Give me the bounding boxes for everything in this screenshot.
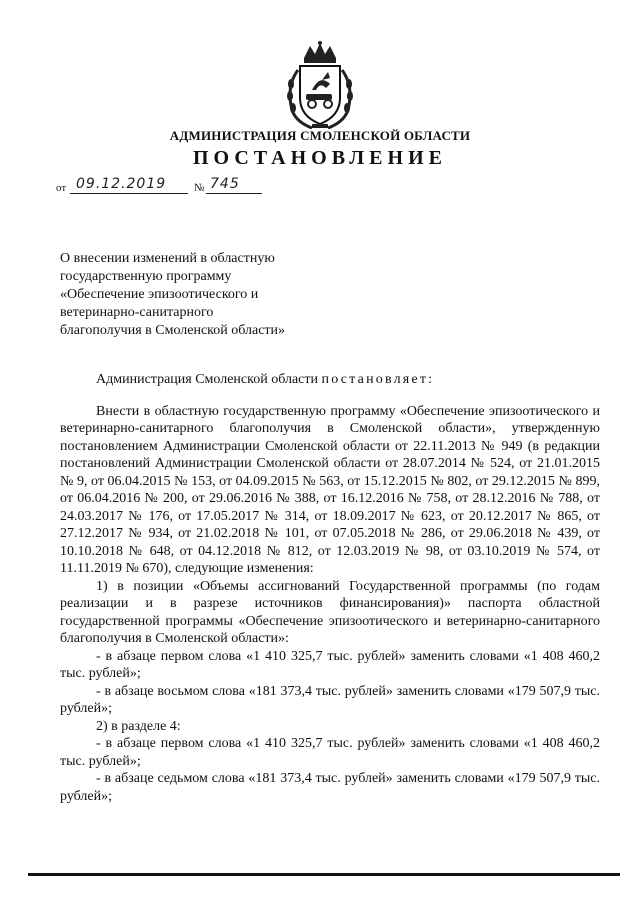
item-2-a: - в абзаце первом слова «1 410 325,7 тыс. рублей» заменить словами «1 408 460,2 тыс. рублей»; bbox=[60, 736, 600, 769]
date-underline bbox=[70, 193, 188, 194]
number-value: 745 bbox=[210, 176, 240, 192]
coat-of-arms-icon bbox=[282, 40, 358, 130]
document-type-title: ПОСТАНОВЛЕНИЕ bbox=[193, 147, 447, 169]
main-paragraph: Внести в областную государственную программу «Обеспечение эпизоотического и ветеринарно-санитарного благополучия в Смоленской области», утвержденную постановлением Администрации Смоленской области от 22.11.2013 № 949 (в редакции постановлений Администрации Смоленской области от 28.07.2014 № 524, от 21.01.2015 № 9, от 06.04.2015 № 153, от 04.09.2015 № 563, от 15.12.2015 № 802, от 29.12.2015 № 899, от 06.04.2016 № 200, от 29.06.2016 № 388, от 16.12.2016 № 758, от 28.12.2016 № 788, от 24.03.2017 № 176, от 17.05.2017 № 314, от 18.09.2017 № 623, от 20.12.2017 № 865, от 27.12.2017 № 934, от 21.02.2018 № 101, от 07.05.2018 № 286, от 29.06.2018 № 439, от 10.10.2018 № 648, от 04.12.2018 № 812, от 12.03.2019 № 98, от 03.10.2019 № 574, от 11.11.2019 № 670), следующие изменения: bbox=[60, 403, 600, 576]
subject-line: благополучия в Смоленской области» bbox=[60, 323, 286, 338]
intro-text: Администрация Смоленской области bbox=[96, 372, 322, 387]
bottom-divider bbox=[28, 873, 620, 876]
item-2: 2) в разделе 4: bbox=[96, 718, 181, 734]
subject-line: государственную программу bbox=[60, 269, 232, 284]
date-number-line bbox=[56, 176, 296, 198]
document-body bbox=[60, 371, 600, 805]
document-subject bbox=[60, 250, 360, 340]
subject-line: О внесении изменений в областную bbox=[60, 251, 275, 266]
organization-title: АДМИНИСТРАЦИЯ СМОЛЕНСКОЙ ОБЛАСТИ bbox=[169, 128, 471, 143]
resolution-intro bbox=[60, 371, 600, 389]
number-underline bbox=[206, 193, 262, 194]
subject-line: «Обеспечение эпизоотического и bbox=[60, 287, 259, 302]
item-2-b: - в абзаце седьмом слова «181 373,4 тыс. рублей» заменить словами «179 507,9 тыс. рублей»; bbox=[60, 771, 600, 804]
item-1-a: - в абзаце первом слова «1 410 325,7 тыс. рублей» заменить словами «1 408 460,2 тыс. рублей»; bbox=[60, 648, 600, 681]
intro-resolves: постановляет: bbox=[321, 372, 435, 387]
date-value: 09.12.2019 bbox=[76, 176, 167, 192]
date-label: от bbox=[56, 182, 67, 194]
item-1: 1) в позиции «Объемы ассигнований Государственной программы (по годам реализации и в разрезе источников финансирования)» паспорта областной государственной программы «Обеспечение эпизоотического и ветеринарно-санитарного благополучия в Смоленской области»: bbox=[60, 578, 600, 646]
item-1-b: - в абзаце восьмом слова «181 373,4 тыс. рублей» заменить словами «179 507,9 тыс. рублей»; bbox=[60, 683, 600, 716]
number-label: № bbox=[194, 182, 205, 194]
subject-line: ветеринарно-санитарного bbox=[60, 305, 214, 320]
